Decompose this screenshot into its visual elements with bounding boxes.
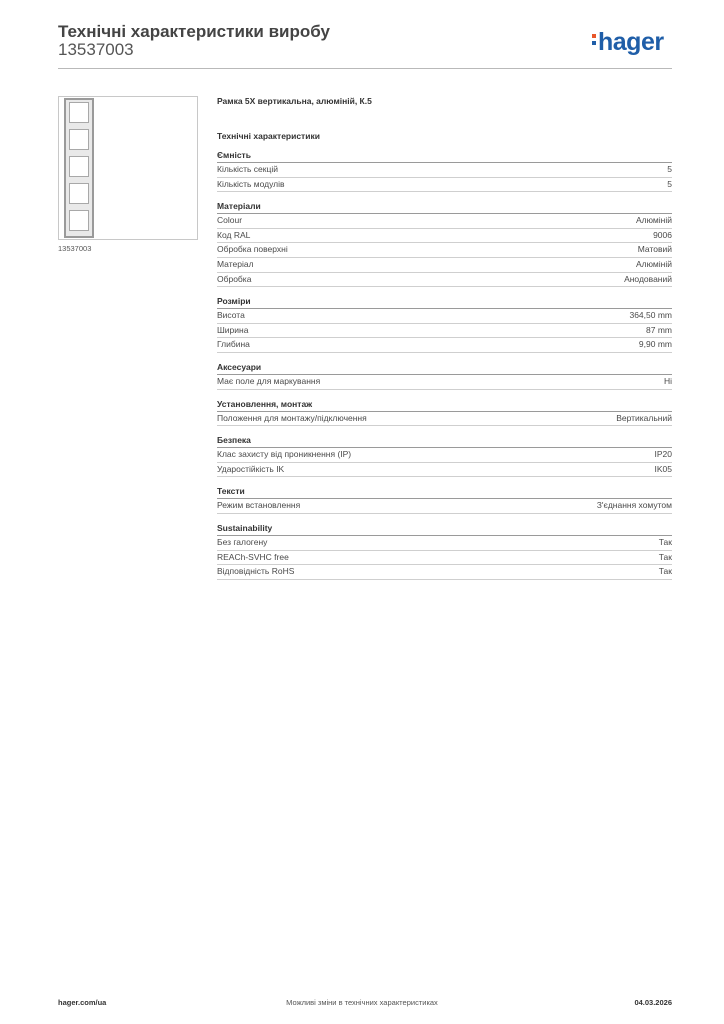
spec-section <box>217 523 672 580</box>
spec-row <box>217 448 672 463</box>
frame-cell <box>69 129 89 150</box>
spec-value: Алюміній <box>636 258 672 269</box>
spec-label: Обробка <box>217 273 252 284</box>
spec-value: 5 <box>667 178 672 189</box>
spec-sections <box>217 150 672 580</box>
spec-row <box>217 229 672 244</box>
spec-row <box>217 499 672 514</box>
spec-row <box>217 163 672 178</box>
frame-cell <box>69 210 89 231</box>
spec-row <box>217 463 672 478</box>
spec-section <box>217 296 672 353</box>
spec-label: Глибина <box>217 339 250 350</box>
footer-notice: Можливі зміни в технічних характеристиках <box>286 998 438 1007</box>
spec-row <box>217 536 672 551</box>
spec-label: Кількість модулів <box>217 178 285 189</box>
spec-label: REACh-SVHC free <box>217 551 289 562</box>
logo-text: hager <box>598 28 664 56</box>
spec-label: Colour <box>217 215 243 226</box>
spec-value: 364,50 mm <box>629 310 672 321</box>
spec-value: Так <box>658 536 672 547</box>
spec-label: Режим встановлення <box>217 500 301 511</box>
spec-section <box>217 435 672 477</box>
spec-label: Обробка поверхні <box>217 244 288 255</box>
document-code: 13537003 <box>58 40 134 59</box>
spec-row <box>217 214 672 229</box>
spec-value: 9006 <box>653 229 672 240</box>
spec-section <box>217 150 672 192</box>
spec-value: Ні <box>663 375 672 386</box>
section-title: Матеріали <box>217 201 672 214</box>
spec-value: Матовий <box>637 244 672 255</box>
spec-value: IK05 <box>654 463 672 474</box>
section-title: Безпека <box>217 435 672 448</box>
spec-label: Матеріал <box>217 258 254 269</box>
spec-label: Положення для монтажу/підключення <box>217 412 367 423</box>
spec-row <box>217 258 672 273</box>
section-title: Аксесуари <box>217 362 672 375</box>
frame-cell <box>69 156 89 177</box>
section-title: Розміри <box>217 296 672 309</box>
spec-section <box>217 362 672 390</box>
product-image-caption: 13537003 <box>58 244 92 253</box>
spec-section <box>217 399 672 427</box>
spec-row <box>217 551 672 566</box>
section-title: Установлення, монтаж <box>217 399 672 412</box>
spec-row <box>217 412 672 427</box>
hager-logo <box>592 28 664 57</box>
spec-label: Має поле для маркування <box>217 375 321 386</box>
spec-value: Алюміній <box>636 215 672 226</box>
spec-heading: Технічні характеристики <box>217 131 320 141</box>
spec-label: Висота <box>217 310 245 321</box>
spec-label: Без галогену <box>217 536 268 547</box>
spec-value: 9,90 mm <box>638 339 672 350</box>
spec-label: Кількість секцій <box>217 164 278 174</box>
spec-value: 87 mm <box>646 324 672 335</box>
frame-cell <box>69 183 89 204</box>
spec-label: Клас захисту від проникнення (IP) <box>217 449 352 460</box>
product-name: Рамка 5Х вертикальна, алюміній, К.5 <box>217 96 372 106</box>
spec-label: Ширина <box>217 324 249 335</box>
spec-label: Ударостійкість IK <box>217 463 285 474</box>
frame-cell <box>69 102 89 123</box>
spec-value: З'єднання хомутом <box>596 500 672 511</box>
spec-row <box>217 375 672 390</box>
footer-website: hager.com/ua <box>58 998 107 1007</box>
spec-value: Так <box>658 566 672 577</box>
spec-row <box>217 273 672 288</box>
logo-dots-icon <box>592 31 597 48</box>
spec-value: Так <box>658 551 672 562</box>
spec-row <box>217 565 672 580</box>
spec-row <box>217 178 672 193</box>
product-image <box>64 98 94 238</box>
spec-label: Код RAL <box>217 229 251 240</box>
spec-row <box>217 324 672 339</box>
spec-row <box>217 338 672 353</box>
spec-value: Вертикальний <box>616 412 672 423</box>
section-title: Ємність <box>217 150 672 163</box>
spec-value: Анодований <box>624 273 672 284</box>
footer-date: 04.03.2026 <box>634 998 672 1007</box>
spec-column <box>217 96 672 589</box>
spec-row <box>217 309 672 324</box>
section-title: Тексти <box>217 486 672 499</box>
spec-row <box>217 243 672 258</box>
document-title: Технічні характеристики виробу <box>58 22 330 41</box>
spec-section <box>217 201 672 287</box>
spec-label: Відповідність RoHS <box>217 566 295 577</box>
spec-value: IP20 <box>654 449 672 460</box>
spec-value: 5 <box>667 164 672 174</box>
section-title: Sustainability <box>217 523 672 536</box>
spec-section <box>217 486 672 514</box>
header-divider <box>58 68 672 69</box>
